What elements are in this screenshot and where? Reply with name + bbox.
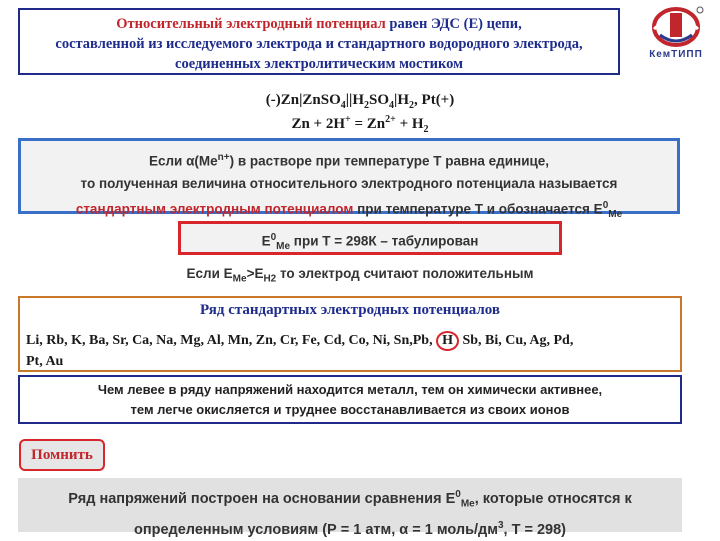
definition-line-1: [20, 14, 618, 34]
cell-part: ||H: [345, 92, 365, 108]
standard-line-3-rest: при температуре Т и обозначается E: [353, 201, 603, 216]
tabulated-box: [178, 221, 562, 255]
note-2-sup: 3: [497, 519, 504, 531]
potential-series-box: [18, 296, 682, 372]
cell-sub: 2: [364, 100, 370, 111]
hydrogen-circled: H: [436, 331, 459, 351]
definition-line-2: составленной из исследуемого электрода и стандартного водородного электрода,: [55, 36, 583, 52]
reaction-sup: +: [345, 114, 351, 125]
series-before: Li, Rb, K, Ba, Sr, Ca, Na, Mg, Al, Mn, Zn, Cr, Fe, Cd, Co, Ni, Sn,Pb,: [26, 333, 437, 348]
reaction-part: = Zn: [350, 116, 386, 132]
standard-term: стандартным электродным потенциалом: [75, 201, 354, 216]
pos-sub2: H2: [263, 273, 277, 285]
e-sub: Me: [608, 208, 623, 220]
series-line-2: Pt, Au: [26, 354, 64, 369]
reaction-part: Zn + 2H: [291, 116, 346, 132]
cell-part: SO: [369, 92, 390, 108]
standard-line-1-a: Если α(Me: [148, 153, 218, 169]
logo-text: КемТИПП: [649, 49, 703, 60]
e-sup: 0: [602, 199, 609, 211]
activity-line-1: Чем левее в ряду напряжений находится металл, тем он химически активнее,: [97, 382, 603, 397]
pos-sub1: Me: [232, 273, 247, 285]
note-2-b: , Т = 298): [503, 521, 566, 538]
standard-line-1-sup: n+: [217, 152, 230, 163]
tab-e-sup: 0: [270, 232, 277, 243]
note-1-b: , которые относятся к: [474, 490, 632, 507]
reaction-sup: 2+: [385, 114, 396, 125]
definition-line-3: соединенных электролитическим мостиком: [175, 56, 463, 72]
series-note-box: [18, 478, 682, 538]
activity-line-2: тем легче окисляется и труднее восстанавливается из своих ионов: [130, 402, 570, 417]
pos-b: >E: [246, 266, 264, 281]
standard-line-1-b: ) в растворе при температуре Т равна единице,: [229, 153, 550, 169]
series-list: [26, 330, 676, 372]
activity-box: [18, 375, 682, 424]
cell-sub: 4: [389, 100, 395, 111]
cell-sub: 4: [340, 100, 346, 111]
positive-electrode-line: [0, 266, 720, 285]
tab-rest: при Т = 298К – табулирован: [290, 233, 479, 249]
note-2-a: определенным условиям (Р = 1 атм, α = 1 моль/дм: [134, 521, 498, 538]
cell-part: , Pt(+): [414, 92, 455, 108]
logo-emblem-icon: [640, 5, 712, 49]
cell-scheme: [0, 92, 720, 111]
note-1-a: Ряд напряжений построен на основании сравнения E: [68, 490, 456, 507]
tab-e-sub: Me: [276, 241, 291, 253]
cell-reaction: [0, 114, 720, 135]
reaction-part: + H: [395, 116, 424, 132]
cell-part: (-)Zn|ZnSO: [265, 92, 341, 108]
pos-c: то электрод считают положительным: [276, 266, 534, 281]
kemtipp-logo: [640, 5, 712, 67]
note-line-1: [30, 484, 670, 515]
definition-box: [18, 8, 620, 75]
standard-line-2: то полученная величина относительного электродного потенциала называется: [80, 175, 618, 191]
tab-e: E: [261, 233, 271, 249]
note-line-2: [30, 515, 670, 541]
note-e-sub: Me: [460, 498, 475, 510]
definition-line-1-rest: равен ЭДС (Е) цепи,: [385, 16, 522, 32]
note-e-sup: 0: [455, 489, 461, 500]
pos-a: Если E: [186, 266, 233, 281]
cell-sub: 2: [409, 100, 415, 111]
series-after: Sb, Bi, Cu, Ag, Pd,: [458, 333, 574, 348]
series-title: Ряд стандартных электродных потенциалов: [199, 302, 501, 318]
remember-button[interactable]: Помнить: [19, 439, 105, 471]
reaction-sub: 2: [423, 124, 429, 135]
standard-line-1: [21, 147, 677, 173]
definition-term: Относительный электродный потенциал: [116, 16, 386, 32]
cell-part: |H: [394, 92, 410, 108]
standard-potential-box: [18, 138, 680, 220]
